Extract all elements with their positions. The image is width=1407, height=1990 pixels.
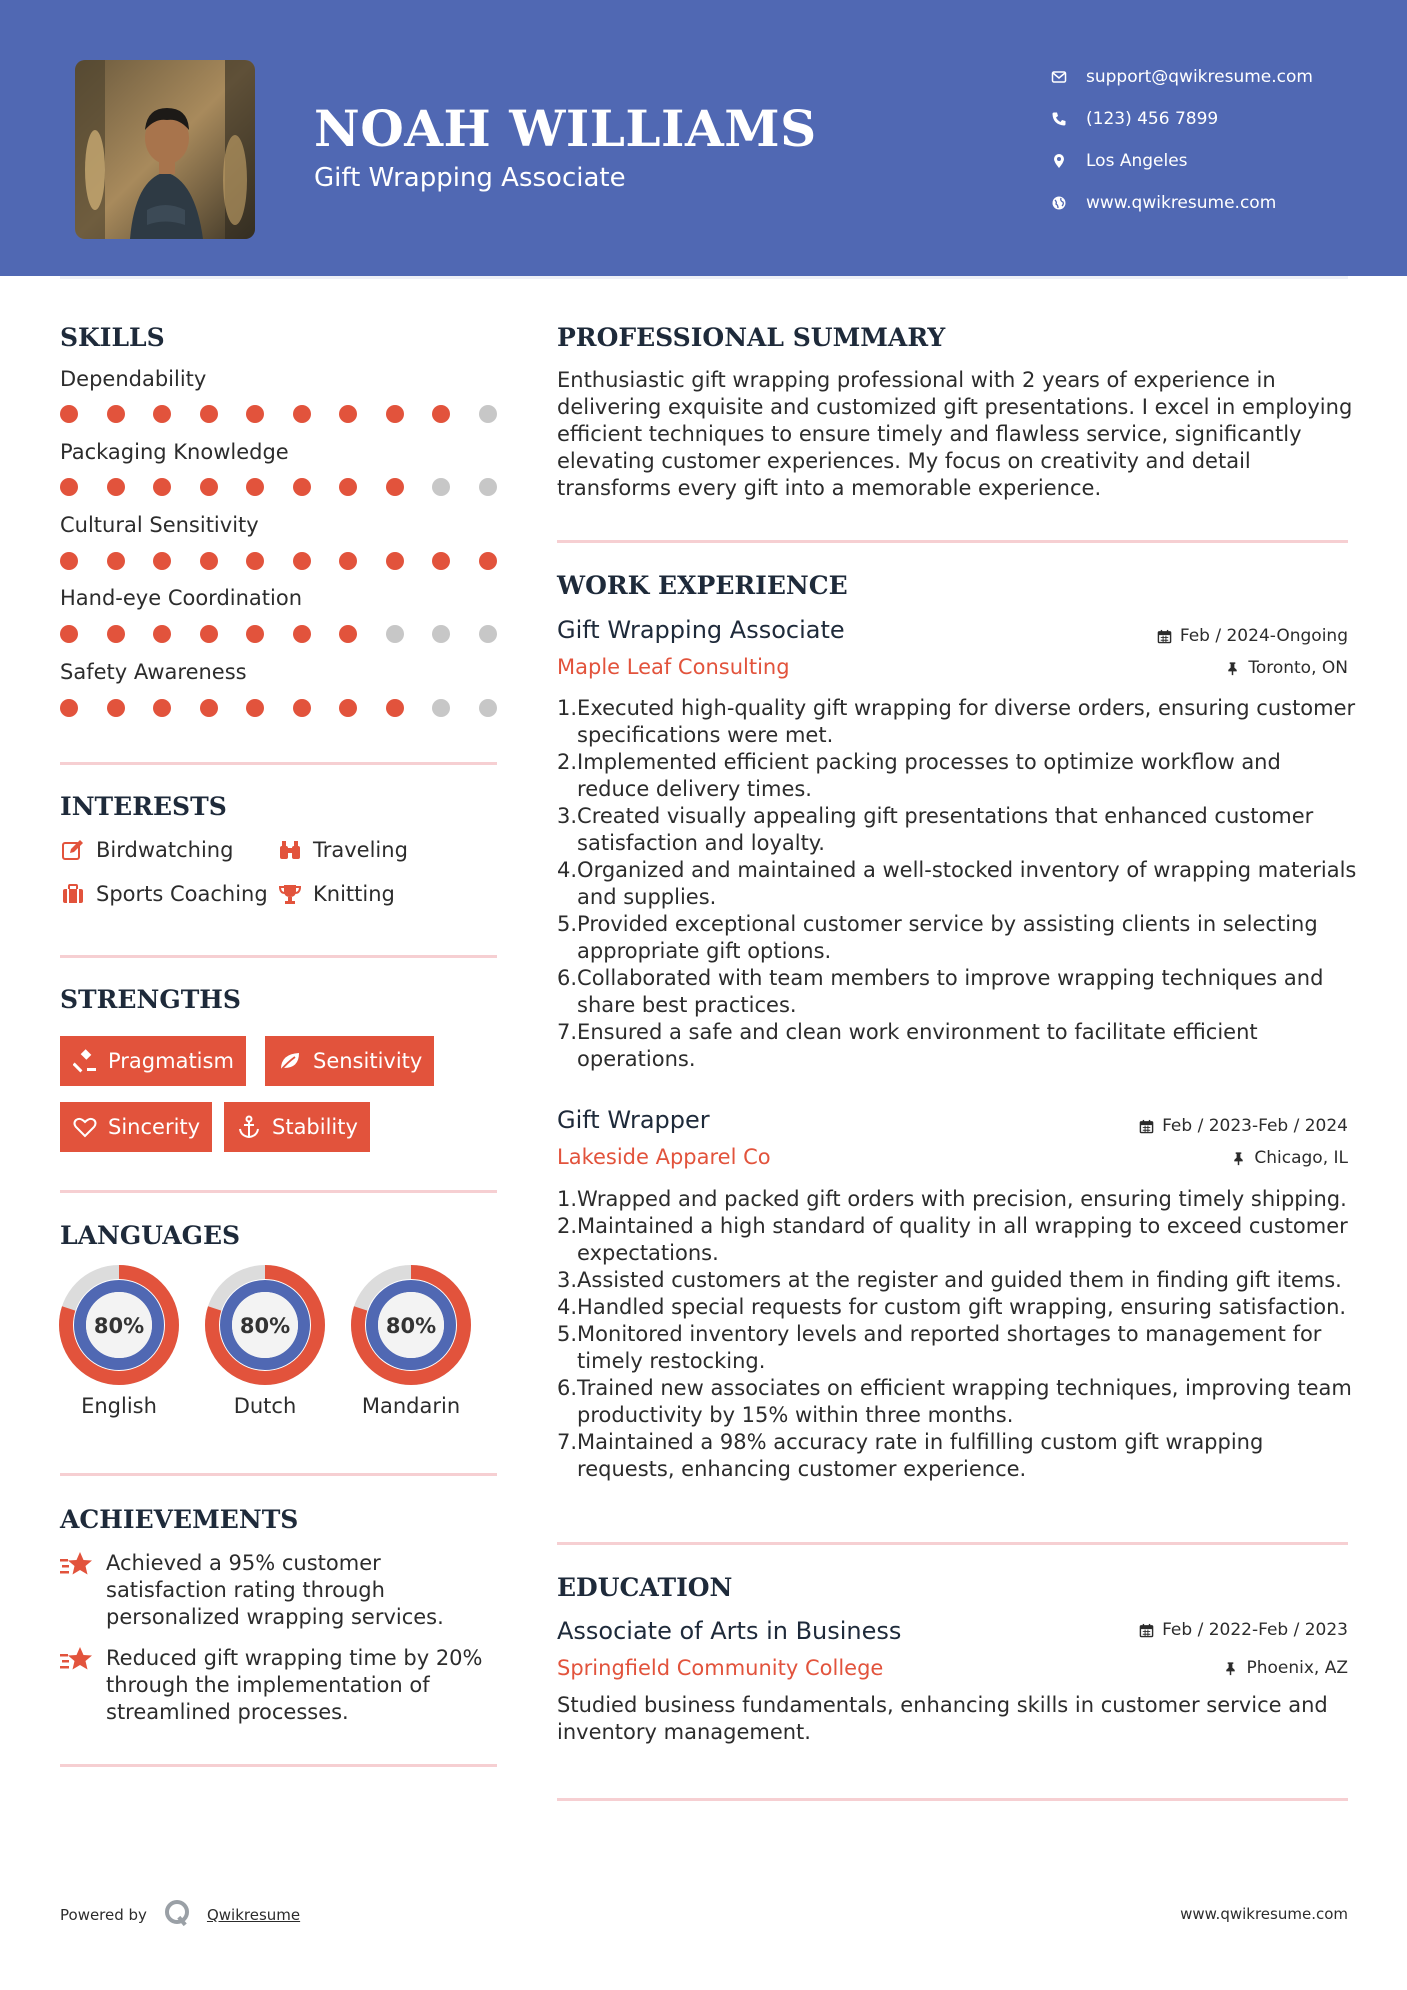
language-item <box>58 1264 180 1418</box>
language-item <box>204 1264 326 1418</box>
bullet-number: 7. <box>557 1430 578 1454</box>
skill-dot-empty <box>432 478 450 496</box>
strength-label: Sincerity <box>108 1115 201 1139</box>
skill-dot-filled <box>60 478 78 496</box>
education-description: Studied business fundamentals, enhancing skills in customer service and inventory management. <box>557 1693 1328 1744</box>
pencil-square-icon <box>60 837 86 863</box>
skill-dot-filled <box>153 552 171 570</box>
skill-dot-empty <box>479 699 497 717</box>
bullet-number: 2. <box>557 750 578 774</box>
bullet-number: 5. <box>557 912 578 936</box>
skill-dot-filled <box>432 405 450 423</box>
language-ring <box>58 1264 180 1386</box>
achievement-item <box>60 1645 500 1726</box>
languages-title: LANGUAGES <box>60 1221 241 1250</box>
skill-dot-filled <box>246 625 264 643</box>
skill-dot-filled <box>153 405 171 423</box>
skill-dot-empty <box>432 699 450 717</box>
skill-label: Hand-eye Coordination <box>60 586 303 610</box>
language-ring <box>204 1264 326 1386</box>
skill-label: Safety Awareness <box>60 660 247 684</box>
interest-label: Birdwatching <box>96 838 234 862</box>
interest-item <box>60 881 268 907</box>
footer-website[interactable]: www.qwikresume.com <box>1180 1905 1348 1923</box>
bullet-number: 7. <box>557 1020 578 1044</box>
strength-badge <box>224 1102 370 1152</box>
resume-header <box>0 0 1407 276</box>
skill-rating <box>60 625 525 643</box>
skill-dot-filled <box>60 405 78 423</box>
job-bullet <box>557 1019 1357 1073</box>
trophy-icon <box>277 881 303 907</box>
pushpin-icon <box>1225 661 1240 676</box>
section-divider <box>557 540 1348 543</box>
job-bullets <box>557 695 1357 1073</box>
skill-dot-filled <box>293 552 311 570</box>
skill-dot-filled <box>60 625 78 643</box>
job-bullet <box>557 965 1357 1019</box>
bullet-number: 5. <box>557 1322 578 1346</box>
skill-rating <box>60 699 525 717</box>
skill-dot-filled <box>479 552 497 570</box>
degree: Associate of Arts in Business <box>557 1617 902 1645</box>
powered-by-text: Powered by <box>60 1906 147 1924</box>
interest-label: Traveling <box>313 838 408 862</box>
skill-dot-filled <box>153 625 171 643</box>
star-icon <box>60 1645 96 1675</box>
strength-label: Pragmatism <box>108 1049 234 1073</box>
skill-dot-filled <box>200 405 218 423</box>
qwikresume-logo-icon <box>163 1898 193 1932</box>
strengths-title: STRENGTHS <box>60 985 241 1014</box>
skill-dot-filled <box>432 552 450 570</box>
envelope-icon <box>1050 68 1068 86</box>
section-divider <box>557 1542 1348 1545</box>
contact-website-text: www.qwikresume.com <box>1086 193 1277 213</box>
bullet-text: Organized and maintained a well-stocked inventory of wrapping materials and supplies. <box>577 858 1357 909</box>
skill-dot-filled <box>153 478 171 496</box>
calendar-icon <box>1139 1623 1154 1638</box>
job-bullet <box>557 857 1357 911</box>
education-location-text: Phoenix, AZ <box>1246 1658 1348 1678</box>
pushpin-icon <box>1231 1151 1246 1166</box>
leaf-icon <box>277 1048 303 1074</box>
skill-dot-filled <box>246 699 264 717</box>
skill-dot-empty <box>386 625 404 643</box>
job-bullet <box>557 1267 1357 1294</box>
section-divider <box>60 1764 497 1767</box>
section-divider <box>60 762 497 765</box>
skill-dot-filled <box>60 552 78 570</box>
skill-dot-filled <box>200 625 218 643</box>
bullet-number: 6. <box>557 1376 578 1400</box>
skill-dot-filled <box>107 625 125 643</box>
skill-dot-filled <box>246 478 264 496</box>
skill-dot-filled <box>200 552 218 570</box>
bullet-text: Assisted customers at the register and guided them in finding gift items. <box>577 1268 1342 1292</box>
strength-label: Sensitivity <box>313 1049 423 1073</box>
achievement-text: Reduced gift wrapping time by 20% through the implementation of streamlined processes. <box>106 1646 483 1724</box>
skill-dot-filled <box>107 699 125 717</box>
contact-website[interactable] <box>1050 182 1313 224</box>
bullet-text: Ensured a safe and clean work environment to facilitate efficient operations. <box>577 1020 1258 1071</box>
language-percent: 80% <box>93 1314 145 1338</box>
language-percent: 80% <box>385 1314 437 1338</box>
language-label: Mandarin <box>361 1394 461 1418</box>
education-dates-text: Feb / 2022-Feb / 2023 <box>1162 1620 1348 1640</box>
school: Springfield Community College <box>557 1656 884 1680</box>
heart-icon <box>72 1114 98 1140</box>
candidate-name: NOAH WILLIAMS <box>314 99 817 158</box>
binoculars-icon <box>277 837 303 863</box>
bullet-number: 1. <box>557 696 578 720</box>
job-bullet <box>557 1321 1357 1375</box>
achievements-title: ACHIEVEMENTS <box>60 1505 299 1534</box>
achievement-item <box>60 1550 500 1631</box>
skill-dot-filled <box>339 405 357 423</box>
bullet-text: Created visually appealing gift presentations that enhanced customer satisfaction and loyalty. <box>577 804 1314 855</box>
bullet-text: Maintained a high standard of quality in all wrapping to exceed customer expectations. <box>577 1214 1348 1265</box>
job-bullet <box>557 1429 1357 1483</box>
bullet-text: Maintained a 98% accuracy rate in fulfilling custom gift wrapping requests, enhancing customer experience. <box>577 1430 1264 1481</box>
summary-title: PROFESSIONAL SUMMARY <box>557 323 946 352</box>
skill-dot-filled <box>60 699 78 717</box>
bullet-number: 6. <box>557 966 578 990</box>
job-company: Maple Leaf Consulting <box>557 655 790 679</box>
language-percent: 80% <box>239 1314 291 1338</box>
anchor-icon <box>236 1114 262 1140</box>
bullet-text: Handled special requests for custom gift wrapping, ensuring satisfaction. <box>577 1295 1347 1319</box>
calendar-icon <box>1139 1119 1154 1134</box>
summary-text: Enthusiastic gift wrapping professional with 2 years of experience in delivering exquisite and customized gift presentations. I excel in employing efficient techniques to ensure timely and flawless service, significantly elevating customer experiences. My focus on creativity and detail transforms every gift into a memorable experience. <box>557 368 1353 500</box>
language-ring <box>350 1264 472 1386</box>
job-dates <box>1139 1116 1348 1136</box>
job-dates <box>1157 626 1348 646</box>
experience-title: WORK EXPERIENCE <box>557 571 848 600</box>
contact-list <box>1050 56 1313 224</box>
skill-dot-filled <box>339 478 357 496</box>
contact-location <box>1050 140 1313 182</box>
bullet-text: Executed high-quality gift wrapping for diverse orders, ensuring customer specifications were met. <box>577 696 1356 747</box>
job-bullet <box>557 695 1357 749</box>
skill-dot-empty <box>479 405 497 423</box>
job-bullet <box>557 1294 1357 1321</box>
interest-item <box>60 837 233 863</box>
skill-dot-filled <box>246 405 264 423</box>
skill-dot-filled <box>339 699 357 717</box>
bullet-text: Implemented efficient packing processes to optimize workflow and reduce delivery times. <box>577 750 1281 801</box>
skill-dot-filled <box>246 552 264 570</box>
skill-label: Packaging Knowledge <box>60 440 289 464</box>
bullet-number: 3. <box>557 1268 578 1292</box>
skill-dot-filled <box>153 699 171 717</box>
job-bullet <box>557 803 1357 857</box>
contact-phone <box>1050 98 1313 140</box>
section-divider <box>557 1798 1348 1801</box>
bullet-number: 4. <box>557 858 578 882</box>
skill-dot-filled <box>200 699 218 717</box>
section-divider <box>60 955 497 958</box>
bullet-number: 2. <box>557 1214 578 1238</box>
job-bullet <box>557 1375 1357 1429</box>
contact-phone-text: (123) 456 7899 <box>1086 109 1219 129</box>
skill-label: Dependability <box>60 367 207 391</box>
skill-rating <box>60 478 525 496</box>
job-location <box>1231 1148 1348 1168</box>
pushpin-icon <box>1223 1661 1238 1676</box>
job-location-text: Chicago, IL <box>1254 1148 1348 1168</box>
qwikresume-link[interactable]: Qwikresume <box>206 1906 301 1924</box>
skill-dot-filled <box>386 699 404 717</box>
skill-dot-filled <box>107 552 125 570</box>
interest-label: Knitting <box>313 882 395 906</box>
skill-dot-filled <box>339 625 357 643</box>
skill-dot-empty <box>479 478 497 496</box>
strength-badge <box>60 1102 212 1152</box>
bullet-text: Wrapped and packed gift orders with precision, ensuring timely shipping. <box>577 1187 1347 1211</box>
bullet-number: 1. <box>557 1187 578 1211</box>
interest-item <box>277 837 408 863</box>
job-role: Gift Wrapping Associate <box>557 616 845 644</box>
job-company: Lakeside Apparel Co <box>557 1145 771 1169</box>
section-divider <box>60 1473 497 1476</box>
job-bullets <box>557 1186 1357 1483</box>
profile-photo <box>75 60 255 239</box>
job-location <box>1225 658 1348 678</box>
skill-rating <box>60 552 525 570</box>
strength-badge <box>265 1036 434 1086</box>
job-dates-text: Feb / 2024-Ongoing <box>1179 626 1348 646</box>
bullet-text: Monitored inventory levels and reported shortages to management for timely restocking. <box>577 1322 1322 1373</box>
job-location-text: Toronto, ON <box>1248 658 1348 678</box>
skill-dot-filled <box>107 478 125 496</box>
section-divider <box>60 1190 497 1193</box>
bullet-text: Provided exceptional customer service by assisting clients in selecting appropriate gift options. <box>577 912 1318 963</box>
interests-title: INTERESTS <box>60 792 227 821</box>
skill-dot-filled <box>200 478 218 496</box>
contact-email-text: support@qwikresume.com <box>1086 67 1313 87</box>
education-dates <box>1139 1620 1348 1640</box>
gavel-icon <box>72 1048 98 1074</box>
map-pin-icon <box>1050 152 1068 170</box>
calendar-icon <box>1157 629 1172 644</box>
bullet-number: 3. <box>557 804 578 828</box>
skill-dot-filled <box>107 405 125 423</box>
interest-item <box>277 881 395 907</box>
skill-dot-filled <box>339 552 357 570</box>
skill-dot-filled <box>293 699 311 717</box>
footer-powered-by <box>60 1898 300 1932</box>
achievement-text: Achieved a 95% customer satisfaction rating through personalized wrapping services. <box>106 1551 444 1629</box>
skill-dot-empty <box>432 625 450 643</box>
skills-title: SKILLS <box>60 323 165 352</box>
bullet-text: Trained new associates on efficient wrapping techniques, improving team productivity by 15% within three months. <box>577 1376 1352 1427</box>
bullet-number: 4. <box>557 1295 578 1319</box>
candidate-title: Gift Wrapping Associate <box>314 163 626 193</box>
skill-rating <box>60 405 525 423</box>
language-label: Dutch <box>233 1394 297 1418</box>
bullet-text: Collaborated with team members to improve wrapping techniques and share best practices. <box>577 966 1324 1017</box>
skill-dot-filled <box>386 478 404 496</box>
language-item <box>350 1264 472 1418</box>
job-dates-text: Feb / 2023-Feb / 2024 <box>1162 1116 1348 1136</box>
header-divider <box>60 276 1348 279</box>
job-bullet <box>557 1186 1357 1213</box>
star-icon <box>60 1550 96 1580</box>
globe-icon <box>1050 194 1068 212</box>
job-role: Gift Wrapper <box>557 1106 710 1134</box>
job-bullet <box>557 911 1357 965</box>
skill-label: Cultural Sensitivity <box>60 513 259 537</box>
education-title: EDUCATION <box>557 1573 733 1602</box>
skill-dot-filled <box>293 625 311 643</box>
job-bullet <box>557 1213 1357 1267</box>
skill-dot-empty <box>479 625 497 643</box>
contact-location-text: Los Angeles <box>1086 151 1188 171</box>
contact-email[interactable] <box>1050 56 1313 98</box>
phone-icon <box>1050 110 1068 128</box>
interest-label: Sports Coaching <box>96 882 268 906</box>
strength-label: Stability <box>272 1115 358 1139</box>
language-label: English <box>81 1394 157 1418</box>
skill-dot-filled <box>386 405 404 423</box>
strength-badge <box>60 1036 246 1086</box>
job-bullet <box>557 749 1357 803</box>
skill-dot-filled <box>386 552 404 570</box>
briefcase-icon <box>60 881 86 907</box>
skill-dot-filled <box>293 478 311 496</box>
education-location <box>1223 1658 1348 1678</box>
skill-dot-filled <box>293 405 311 423</box>
